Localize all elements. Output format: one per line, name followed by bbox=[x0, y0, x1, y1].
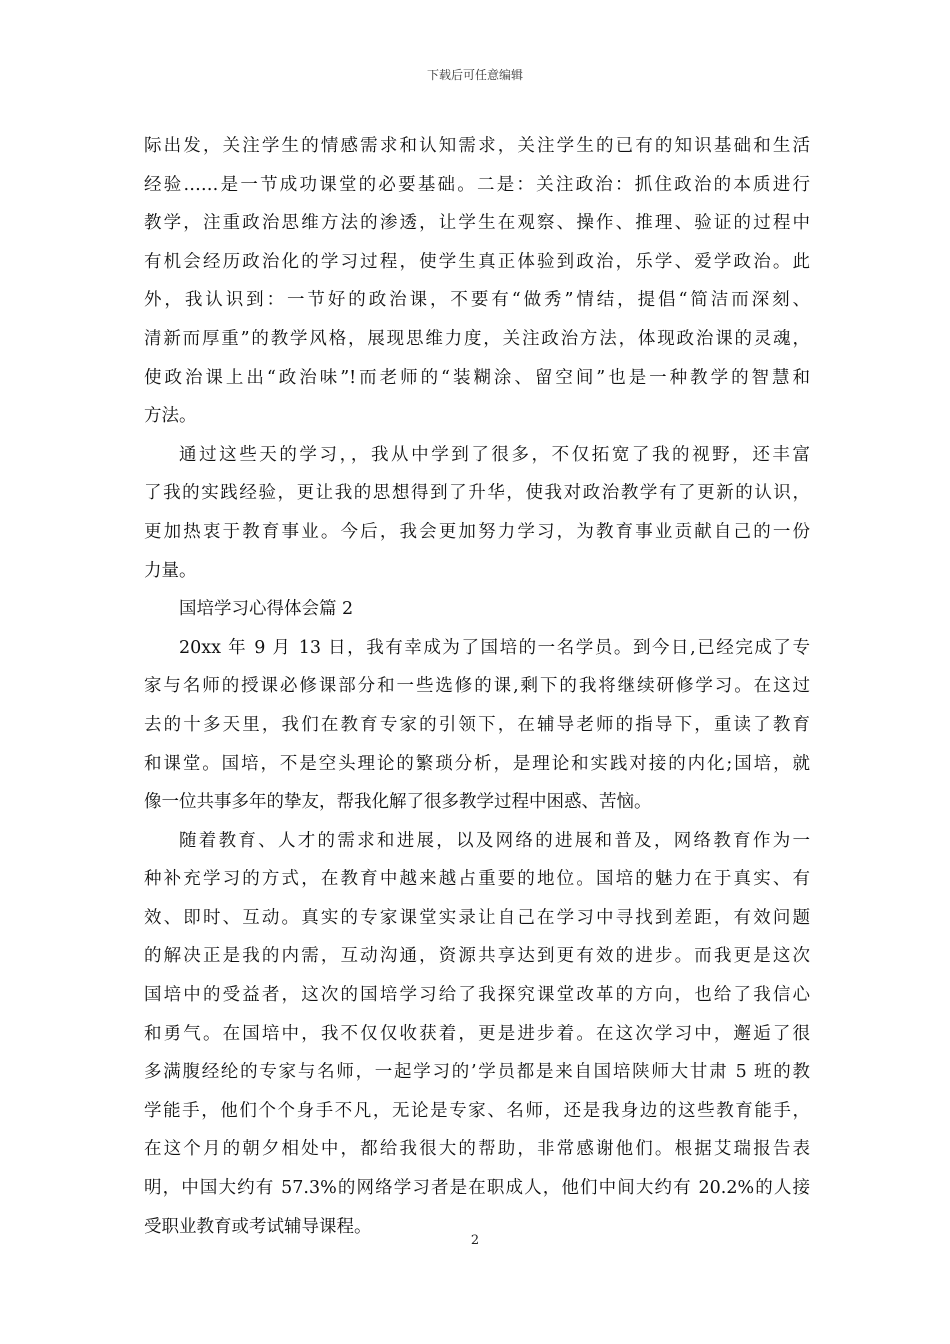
text-line: 明，中国大约有 57.3%的网络学习者是在职成人，他们中间大约有 20.2%的人接 bbox=[144, 1178, 810, 1199]
text-line: 家与名师的授课必修课部分和一些选修的课,剩下的我将继续研修学习。在这过 bbox=[144, 676, 810, 697]
text-line: 了我的实践经验，更让我的思想得到了升华，使我对政治教学有了更新的认识， bbox=[144, 483, 810, 504]
text-line: 教学，注重政治思维方法的渗透，让学生在观察、操作、推理、验证的过程中 bbox=[144, 213, 810, 234]
text-line: 在这个月的朝夕相处中，都给我很大的帮助，非常感谢他们。根据艾瑞报告表 bbox=[144, 1139, 810, 1160]
document-body bbox=[144, 127, 810, 1246]
text-line: 经验……是一节成功课堂的必要基础。二是：关注政治：抓住政治的本质进行 bbox=[144, 174, 810, 195]
text-line: 多满腹经纶的专家与名师，一起学习的’学员都是来自国培陕师大甘肃 5 班的教 bbox=[144, 1062, 810, 1083]
paragraph bbox=[144, 822, 810, 1247]
text-line: 20xx 年 9 月 13 日，我有幸成为了国培的一名学员。到今日,已经完成了专 bbox=[179, 637, 810, 658]
text-line: 和课堂。国培，不是空头理论的繁琐分析，是理论和实践对接的内化;国培，就 bbox=[144, 753, 810, 774]
text-line: 外，我认识到：一节好的政治课，不要有“做秀”情结，提倡“简洁而深刻、 bbox=[144, 290, 810, 311]
text-line: 国培中的受益者，这次的国培学习给了我探究课堂改革的方向，也给了我信心 bbox=[144, 985, 810, 1006]
text-line: 种补充学习的方式，在教育中越来越占重要的地位。国培的魅力在于真实、有 bbox=[144, 869, 810, 890]
text-line: 通过这些天的学习，，我从中学到了很多，不仅拓宽了我的视野，还丰富 bbox=[179, 444, 810, 465]
text-line: 受职业教育或考试辅导课程。 bbox=[144, 1216, 372, 1237]
text-line: 际出发，关注学生的情感需求和认知需求，关注学生的已有的知识基础和生活 bbox=[144, 136, 810, 156]
text-line: 学能手，他们个个身手不凡，无论是专家、名师，还是我身边的这些教育能手， bbox=[144, 1100, 810, 1121]
paragraph bbox=[144, 127, 810, 436]
text-line: 更加热衷于教育事业。今后，我会更加努力学习，为教育事业贡献自己的一份 bbox=[144, 521, 810, 542]
section-heading bbox=[144, 590, 810, 629]
page-number: 2 bbox=[470, 1233, 480, 1248]
text-line: 的解决正是我的内需，互动沟通，资源共享达到更有效的进步。而我更是这次 bbox=[144, 946, 810, 967]
text-line: 随着教育、人才的需求和进展，以及网络的进展和普及，网络教育作为一 bbox=[179, 830, 810, 851]
heading-line: 国培学习心得体会篇 2 bbox=[179, 599, 354, 620]
text-line: 清新而厚重”的教学风格，展现思维力度，关注政治方法，体现政治课的灵魂， bbox=[144, 328, 810, 349]
text-line: 方法。 bbox=[144, 406, 197, 427]
text-line: 去的十多天里，我们在教育专家的引领下，在辅导老师的指导下，重读了教育 bbox=[144, 714, 810, 735]
text-line: 效、即时、互动。真实的专家课堂实录让自己在学习中寻找到差距，有效问题 bbox=[144, 907, 810, 928]
paragraph bbox=[144, 436, 810, 590]
paragraph bbox=[144, 629, 810, 822]
text-line: 有机会经历政治化的学习过程，使学生真正体验到政治，乐学、爱学政治。此 bbox=[144, 251, 810, 272]
text-line: 使政治课上出“政治味”!而老师的“装糊涂、留空间”也是一种教学的智慧和 bbox=[144, 367, 810, 388]
page-header: 下载后可任意编辑 bbox=[426, 68, 523, 82]
text-line: 力量。 bbox=[144, 560, 197, 581]
text-line: 像一位共事多年的挚友，帮我化解了很多教学过程中困惑、苦恼。 bbox=[144, 792, 652, 813]
text-line: 和勇气。在国培中，我不仅仅收获着，更是进步着。在这次学习中，邂逅了很 bbox=[144, 1023, 810, 1044]
